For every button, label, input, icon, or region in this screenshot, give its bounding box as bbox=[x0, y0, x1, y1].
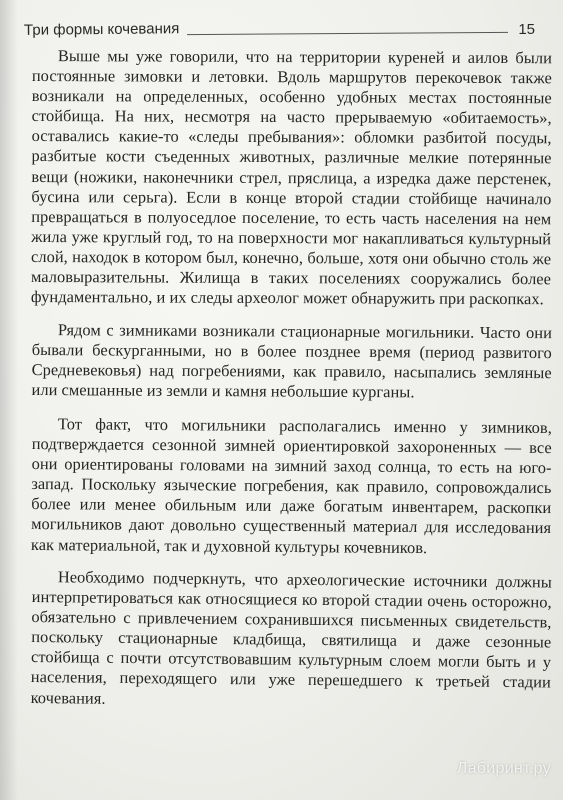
paragraph: Рядом с зимниками возникали стационарные могильники. Часто они бывали бескурганными, но в более позднее время (период развитого Средневековья) над погребениями, как правило, насыпались земляные или смешанные из земли и камня небольшие курганы. bbox=[31, 320, 552, 402]
paragraph: Необходимо подчеркнуть, что археологические источники должны интерпретироваться как относящиеся ко второй стадии очень осторожно, обязательно с привлечением сохранившихся письменных свидетельств, поскольку стационарные кладбища, святилища и даже сезонные стойбища с почти отсутствовавшим культурным слоем могли быть и у населения, переходящего или уже перешедшего к третьей стадии кочевания. bbox=[30, 567, 552, 708]
header-rule bbox=[187, 32, 508, 35]
page-edge-shadow bbox=[0, 0, 18, 800]
running-title: Три формы кочевания bbox=[23, 20, 180, 39]
paragraph: Тот факт, что могильники располагались именно у зимников, подтверждается сезонной зимней ориентировкой захороненных — все они ориентированы головами на зимний заход солнца, то есть на юго-запад. Поскольку языческие погребения, как правило, сопровождались более или менее обильным или даже богатым инвентарем, раскопки могильников дают довольно существенный материал для исследования как материальной, так и духовной культуры кочевников. bbox=[30, 413, 552, 557]
watermark: Лабиринт.ру bbox=[456, 760, 551, 777]
page-body bbox=[32, 46, 552, 721]
running-header bbox=[24, 12, 535, 40]
page-number: 15 bbox=[518, 21, 535, 38]
paragraph: Выше мы уже говорили, что на территории куреней и аилов были постоянные зимовки и летовки. Вдоль маршрутов перекочевок также возникали на определенных, особенно удобных местах постоянные стойбища. На них, несмотря на часто прерываемую «обитаемость», оставались какие-то «следы пребывания»: обломки разбитой посуды, разбитые кости съеденных животных, различные мелкие потерянные вещи (ножики, наконечники стрел, пряслица, а изредка даже перстенек, бусина или серьга). Если в конце второй стадии стойбище начинало превращаться в полуоседлое поселение, то есть часть населения на нем жила уже круглый год, то на поверхности мог накапливаться культурный слой, находок в котором был, конечно, больше, хотя они обычно столь же маловыразительны. Жилища в таких поселениях сооружались более фундаментально, и их следы археолог может обнаружить при раскопках. bbox=[30, 46, 552, 309]
